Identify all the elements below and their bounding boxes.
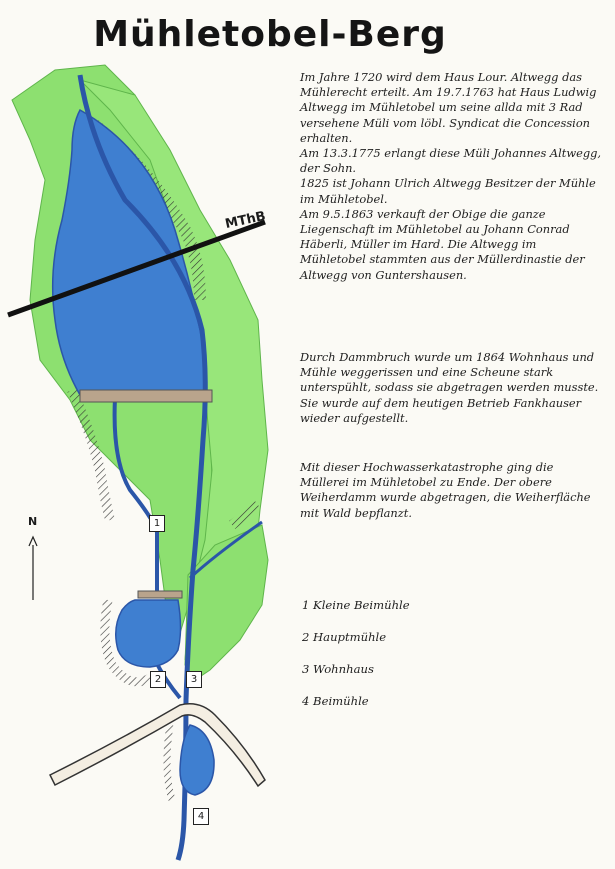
middle-pond [116, 600, 181, 667]
site-marker-4: 4 [193, 808, 209, 825]
history-paragraph: Im Jahre 1720 wird dem Haus Lour. Altwegg das Mühlerecht erteilt. Am 19.7.1763 hat Haus Ludwig Altwegg im Mühletobel um seine allda mit 3 Rad versehene Müli vom löbl. Syndicat die Concession erhalten. [300, 70, 597, 145]
railway-label: MThB [223, 208, 268, 233]
lower-pond [180, 725, 214, 795]
road [50, 704, 265, 786]
history-paragraph: 1825 ist Johann Ulrich Altwegg Besitzer der Mühle im Mühletobel. [300, 176, 596, 206]
north-arrow-head [29, 537, 37, 546]
history-paragraph: Durch Dammbruch wurde um 1864 Wohnhaus und Mühle weggerissen und eine Scheune stark unterspühlt, sodass sie abgetragen werden musste. Sie wurde auf dem heutigen Betrieb Fankhauser wieder aufgestellt. [300, 350, 599, 425]
history-paragraph: Am 9.5.1863 verkauft der Obige die ganze Liegenschaft im Mühletobel au Johann Conrad Häberli, Müller im Hard. Die Altwegg im Mühletobel stammten aus der Müllerdinastie der Altwegg von Guntershausen. [300, 206, 585, 282]
flood-text [300, 350, 605, 426]
legend-item: 2 Hauptmühle [302, 630, 387, 644]
site-marker-2: 2 [150, 671, 166, 688]
legend-item: 4 Beimühle [302, 694, 369, 708]
north-label: N [28, 515, 38, 528]
history-paragraph: Am 13.3.1775 erlangt diese Müli Johannes Altwegg, der Sohn. [300, 146, 602, 176]
legend-item: 3 Wohnhaus [302, 662, 374, 676]
page-title: Mühletobel-Berg [93, 14, 447, 55]
middle-dam [138, 591, 182, 598]
slope-hatching [167, 725, 172, 800]
upper-dam [80, 390, 212, 402]
history-paragraph: Mit dieser Hochwasserkatastrophe ging die Müllerei im Mühletobel zu Ende. Der obere Weiherdamm wurde abgetragen, die Weiherfläche mit Wald bepflanzt. [300, 460, 591, 520]
closure-text [300, 460, 605, 521]
site-marker-1: 1 [149, 515, 165, 532]
site-marker-3: 3 [186, 671, 202, 688]
map-legend [302, 598, 522, 726]
history-text [300, 70, 605, 283]
legend-item: 1 Kleine Beimühle [302, 598, 410, 612]
